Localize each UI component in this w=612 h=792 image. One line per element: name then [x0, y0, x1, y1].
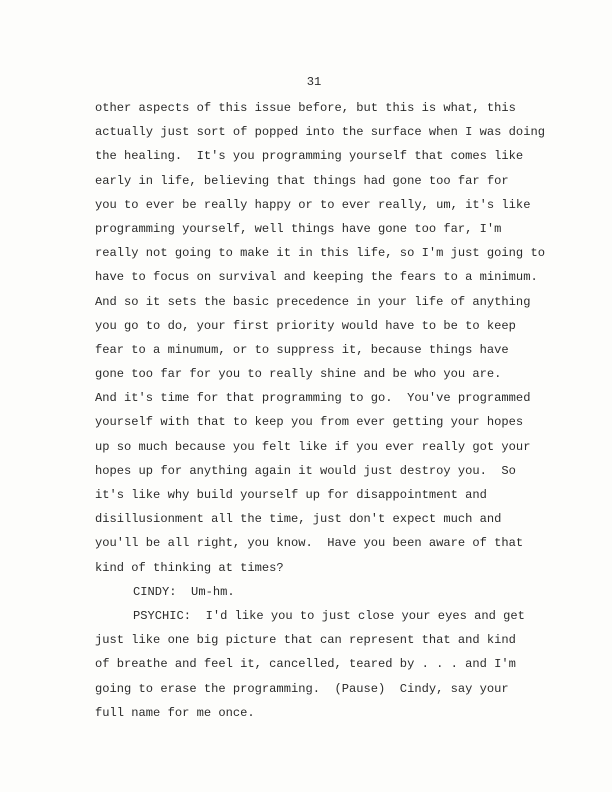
text-line: full name for me once. — [95, 705, 255, 720]
text-line: you'll be all right, you know. Have you been aware of that — [95, 536, 524, 551]
text-line: gone too far for you to really shine and be who you are. — [95, 367, 502, 382]
text-line: the healing. It's you programming yourself that comes like — [95, 149, 524, 164]
text-line: hopes up for anything again it would just destroy you. So — [95, 463, 516, 478]
text-line: programming yourself, well things have gone too far, I'm — [95, 221, 502, 236]
text-line: yourself with that to keep you from ever getting your hopes — [95, 415, 524, 430]
text-line: up so much because you felt like if you ever really got your — [95, 439, 531, 454]
transcript-body — [95, 96, 595, 725]
text-line: of breathe and feel it, cancelled, teared by . . . and I'm — [95, 657, 516, 672]
text-line: really not going to make it in this life, so I'm just going to — [95, 246, 545, 261]
text-line: it's like why build yourself up for disappointment and — [95, 488, 487, 502]
text-line: you to ever be really happy or to ever really, um, it's like — [95, 197, 531, 212]
text-line: disillusionment all the time, just don't expect much and — [95, 512, 502, 527]
text-line: actually just sort of popped into the surface when I was doing — [95, 125, 545, 140]
text-line: fear to a minumum, or to suppress it, because things have — [95, 342, 509, 357]
text-line: just like one big picture that can represent that and kind — [95, 633, 516, 648]
speaker-line-psychic: PSYCHIC: I'd like you to just close your eyes and get — [133, 608, 525, 623]
text-line: you go to do, your first priority would have to be to keep — [95, 318, 516, 333]
text-line: have to focus on survival and keeping the fears to a minimum. — [95, 270, 538, 285]
text-line: early in life, believing that things had gone too far for — [95, 173, 509, 188]
text-line: And it's time for that programming to go. You've programmed — [95, 391, 531, 406]
page-number: 31 — [306, 75, 322, 89]
text-line: And so it sets the basic precedence in your life of anything — [95, 294, 531, 309]
text-line: going to erase the programming. (Pause) Cindy, say your — [95, 681, 509, 696]
text-line: other aspects of this issue before, but this is what, this — [95, 101, 516, 115]
text-line: kind of thinking at times? — [95, 560, 284, 575]
speaker-line-cindy: CINDY: Um-hm. — [133, 584, 235, 599]
